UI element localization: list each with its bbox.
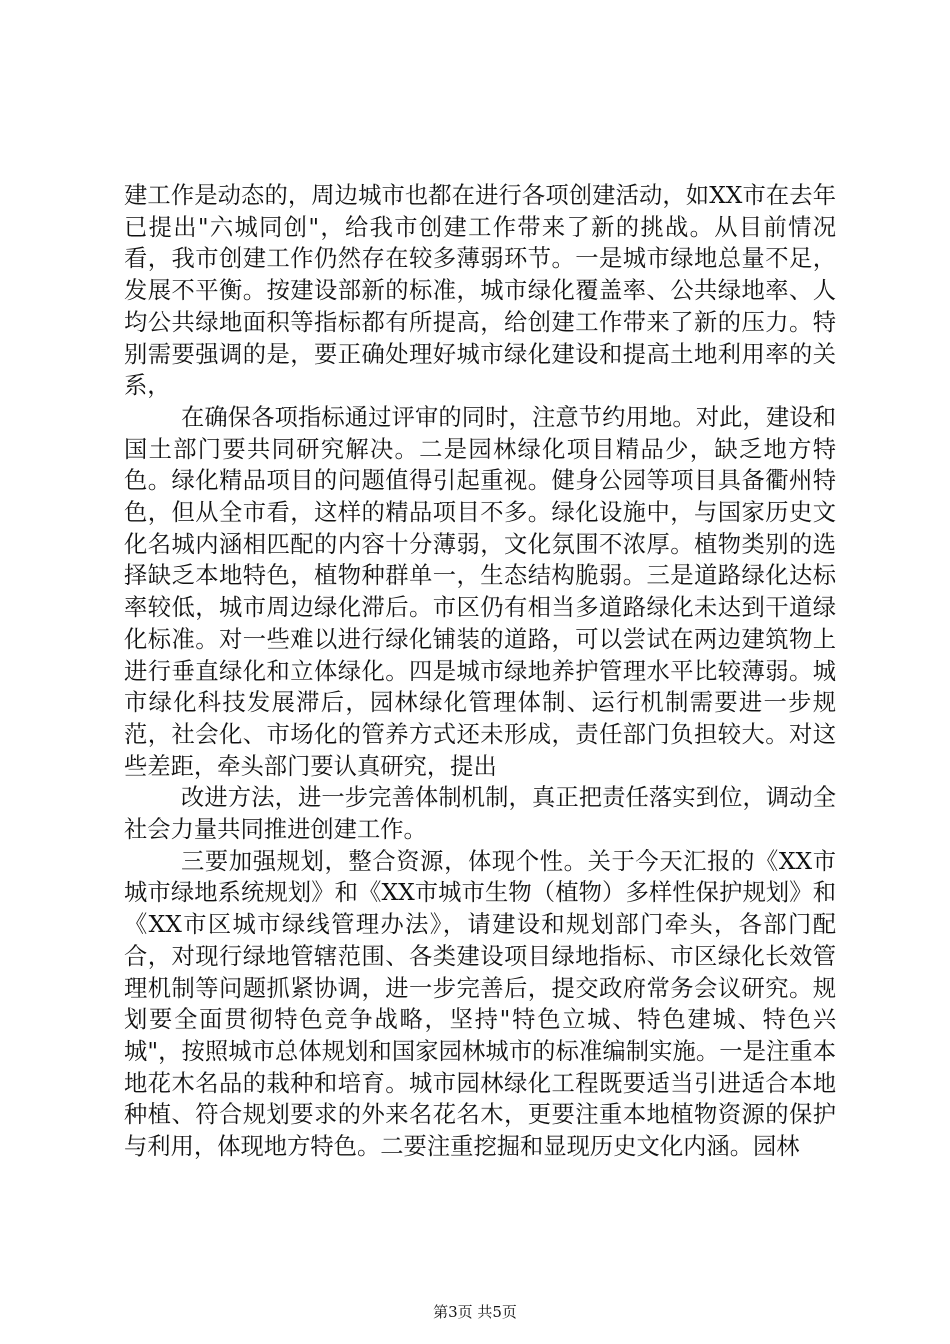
page-number: 第3页 — [433, 1303, 473, 1321]
paragraph-2: 在确保各项指标通过评审的同时，注意节约用地。对此，建设和国土部门要共同研究解决。二是园林绿化项目精品少，缺乏地方特色。绿化精品项目的问题值得引起重视。健身公园等项目具备衢州特色，但从全市看，这样的精品项目不多。绿化设施中，与国家历史文化名城内涵相匹配的内容十分薄弱，文化氛围不浓厚。植物类别的选择缺乏本地特色，植物种群单一，生态结构脆弱。三是道路绿化达标率较低，城市周边绿化滞后。市区仍有相当多道路绿化未达到干道绿化标准。对一些难以进行绿化铺装的道路，可以尝试在两边建筑物上进行垂直绿化和立体绿化。四是城市绿地养护管理水平比较薄弱。城市绿化科技发展滞后，园林绿化管理体制、运行机制需要进一步规范，社会化、市场化的管养方式还未形成，责任部门负担较大。对这些差距，牵头部门要认真研究，提出 — [124, 403, 836, 780]
paragraph-4: 三要加强规划，整合资源，体现个性。关于今天汇报的《XX市城市绿地系统规划》和《XX市城市生物（植物）多样性保护规划》和《XX市区城市绿线管理办法》，请建设和规划部门牵头，各部门配合，对现行绿地管辖范围、各类建设项目绿地指标、市区绿化长效管理机制等问题抓紧协调，进一步完善后，提交政府常务会议研究。规划要全面贯彻特色竞争战略，坚持"特色立城、特色建城、特色兴城"，按照城市总体规划和国家园林城市的标准编制实施。一是注重本地花木名品的栽种和培育。城市园林绿化工程既要适当引进适合本地种植、符合规划要求的外来名花名木，更要注重本地植物资源的保护与利用，体现地方特色。二要注重挖掘和显现历史文化内涵。园林 — [124, 847, 836, 1161]
page-total: 共5页 — [477, 1303, 517, 1321]
document-body — [124, 180, 836, 1163]
page-footer — [0, 1302, 950, 1322]
paragraph-3: 改进方法，进一步完善体制机制，真正把责任落实到位，调动全社会力量共同推进创建工作。 — [124, 784, 836, 844]
paragraph-1: 建工作是动态的，周边城市也都在进行各项创建活动，如XX市在去年已提出"六城同创"，给我市创建工作带来了新的挑战。从目前情况看，我市创建工作仍然存在较多薄弱环节。一是城市绿地总量不足，发展不平衡。按建设部新的标准，城市绿化覆盖率、公共绿地率、人均公共绿地面积等指标都有所提高，给创建工作带来了新的压力。特别需要强调的是，要正确处理好城市绿化建设和提高土地利用率的关系， — [124, 182, 836, 400]
